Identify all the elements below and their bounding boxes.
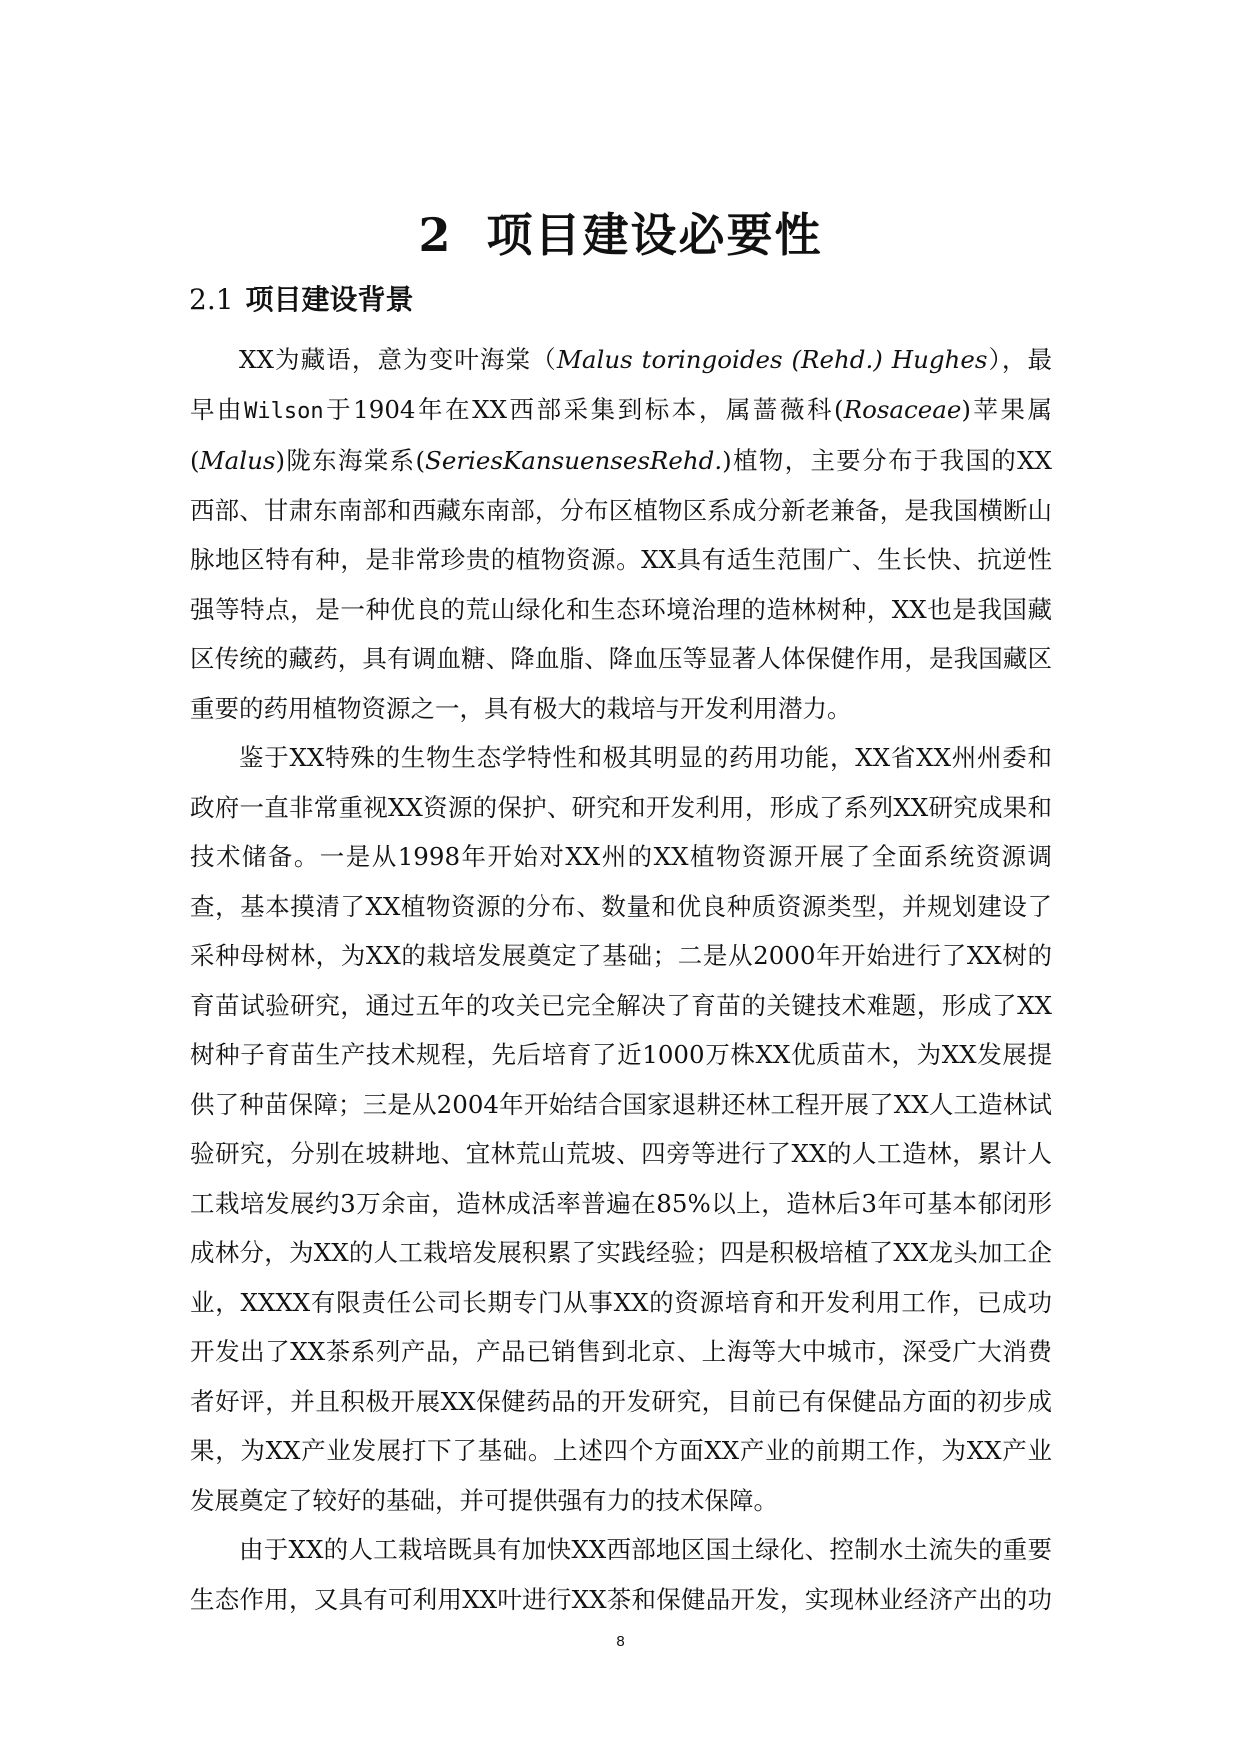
paragraph-1-text-a: XX为藏语，意为变叶海棠（ [239,345,557,374]
paragraph-1 [190,335,1052,733]
section-number: 2.1 [189,283,234,316]
paragraph-1-text-e: )陇东海棠系( [275,446,426,475]
paragraph-1-text-d: )苹果属( [190,394,1053,475]
latin-family-name: Rosaceae [843,394,962,424]
latin-species-name: Malus toringoides (Rehd.) Hughes [556,345,988,374]
latin-series-name: SeriesKansuensesRehd. [425,446,723,475]
body-text [190,335,1052,1624]
paragraph-1-text-b: ），最早由 [190,345,1053,424]
paragraph-2: 鉴于XX特殊的生物生态学特性和极其明显的药用功能，XX省XX州州委和政府一直非常重视XX资源的保护、研究和开发利用，形成了系列XX研究成果和技术储备。一是从1998年开始对XX州的XX植物资源开展了全面系统资源调查，基本摸清了XX植物资源的分布、数量和优良种质资源类型，并规划建设了采种母树林，为XX的栽培发展奠定了基础；二是从2000年开始进行了XX树的育苗试验研究，通过五年的攻关已完全解决了育苗的关键技术难题，形成了XX树种子育苗生产技术规程，先后培育了近1000万株XX优质苗木，为XX发展提供了种苗保障；三是从2004年开始结合国家退耕还林工程开展了XX人工造林试验研究，分别在坡耕地、宜林荒山荒坡、四旁等进行了XX的人工造林，累计人工栽培发展约3万余亩，造林成活率普遍在85%以上，造林后3年可基本郁闭形成林分，为XX的人工栽培发展积累了实践经验；四是积极培植了XX龙头加工企业，XXXX有限责任公司长期专门从事XX的资源培育和开发利用工作，已成功开发出了XX茶系列产品，产品已销售到北京、上海等大中城市，深受广大消费者好评，并且积极开展XX保健药品的开发研究，目前已有保健品方面的初步成果，为XX产业发展打下了基础。上述四个方面XX产业的前期工作，为XX产业发展奠定了较好的基础，并可提供强有力的技术保障。 [190,743,1052,1515]
chapter-number: 2 [418,208,453,262]
paragraph-1-text-c: 于1904年在XX西部采集到标本，属蔷薇科( [323,394,844,424]
section-title [189,280,414,320]
chapter-title-text: 项目建设必要性 [486,208,823,262]
paragraph-3: 由于XX的人工栽培既具有加快XX西部地区国土绿化、控制水土流失的重要生态作用，又具有可利用XX叶进行XX茶和保健品开发，实现林业经济产出的功 [190,1535,1052,1614]
chapter-title [0,205,1241,265]
page-number: 8 [616,1633,625,1650]
section-title-text: 项目建设背景 [245,283,414,316]
latin-genus-name: Malus [199,446,276,475]
collector-name: Wilson [244,398,324,424]
paragraph-1-text-f: )植物，主要分布于我国的XX西部、甘肃东南部和西藏东南部，分布区植物区系成分新老兼备，是我国横断山脉地区特有种，是非常珍贵的植物资源。XX具有适生范围广、生长快、抗逆性强等特点，是一种优良的荒山绿化和生态环境治理的造林树种，XX也是我国藏区传统的藏药，具有调血糖、降血脂、降血压等显著人体保健作用，是我国藏区重要的药用植物资源之一，具有极大的栽培与开发利用潜力。 [190,446,1052,723]
